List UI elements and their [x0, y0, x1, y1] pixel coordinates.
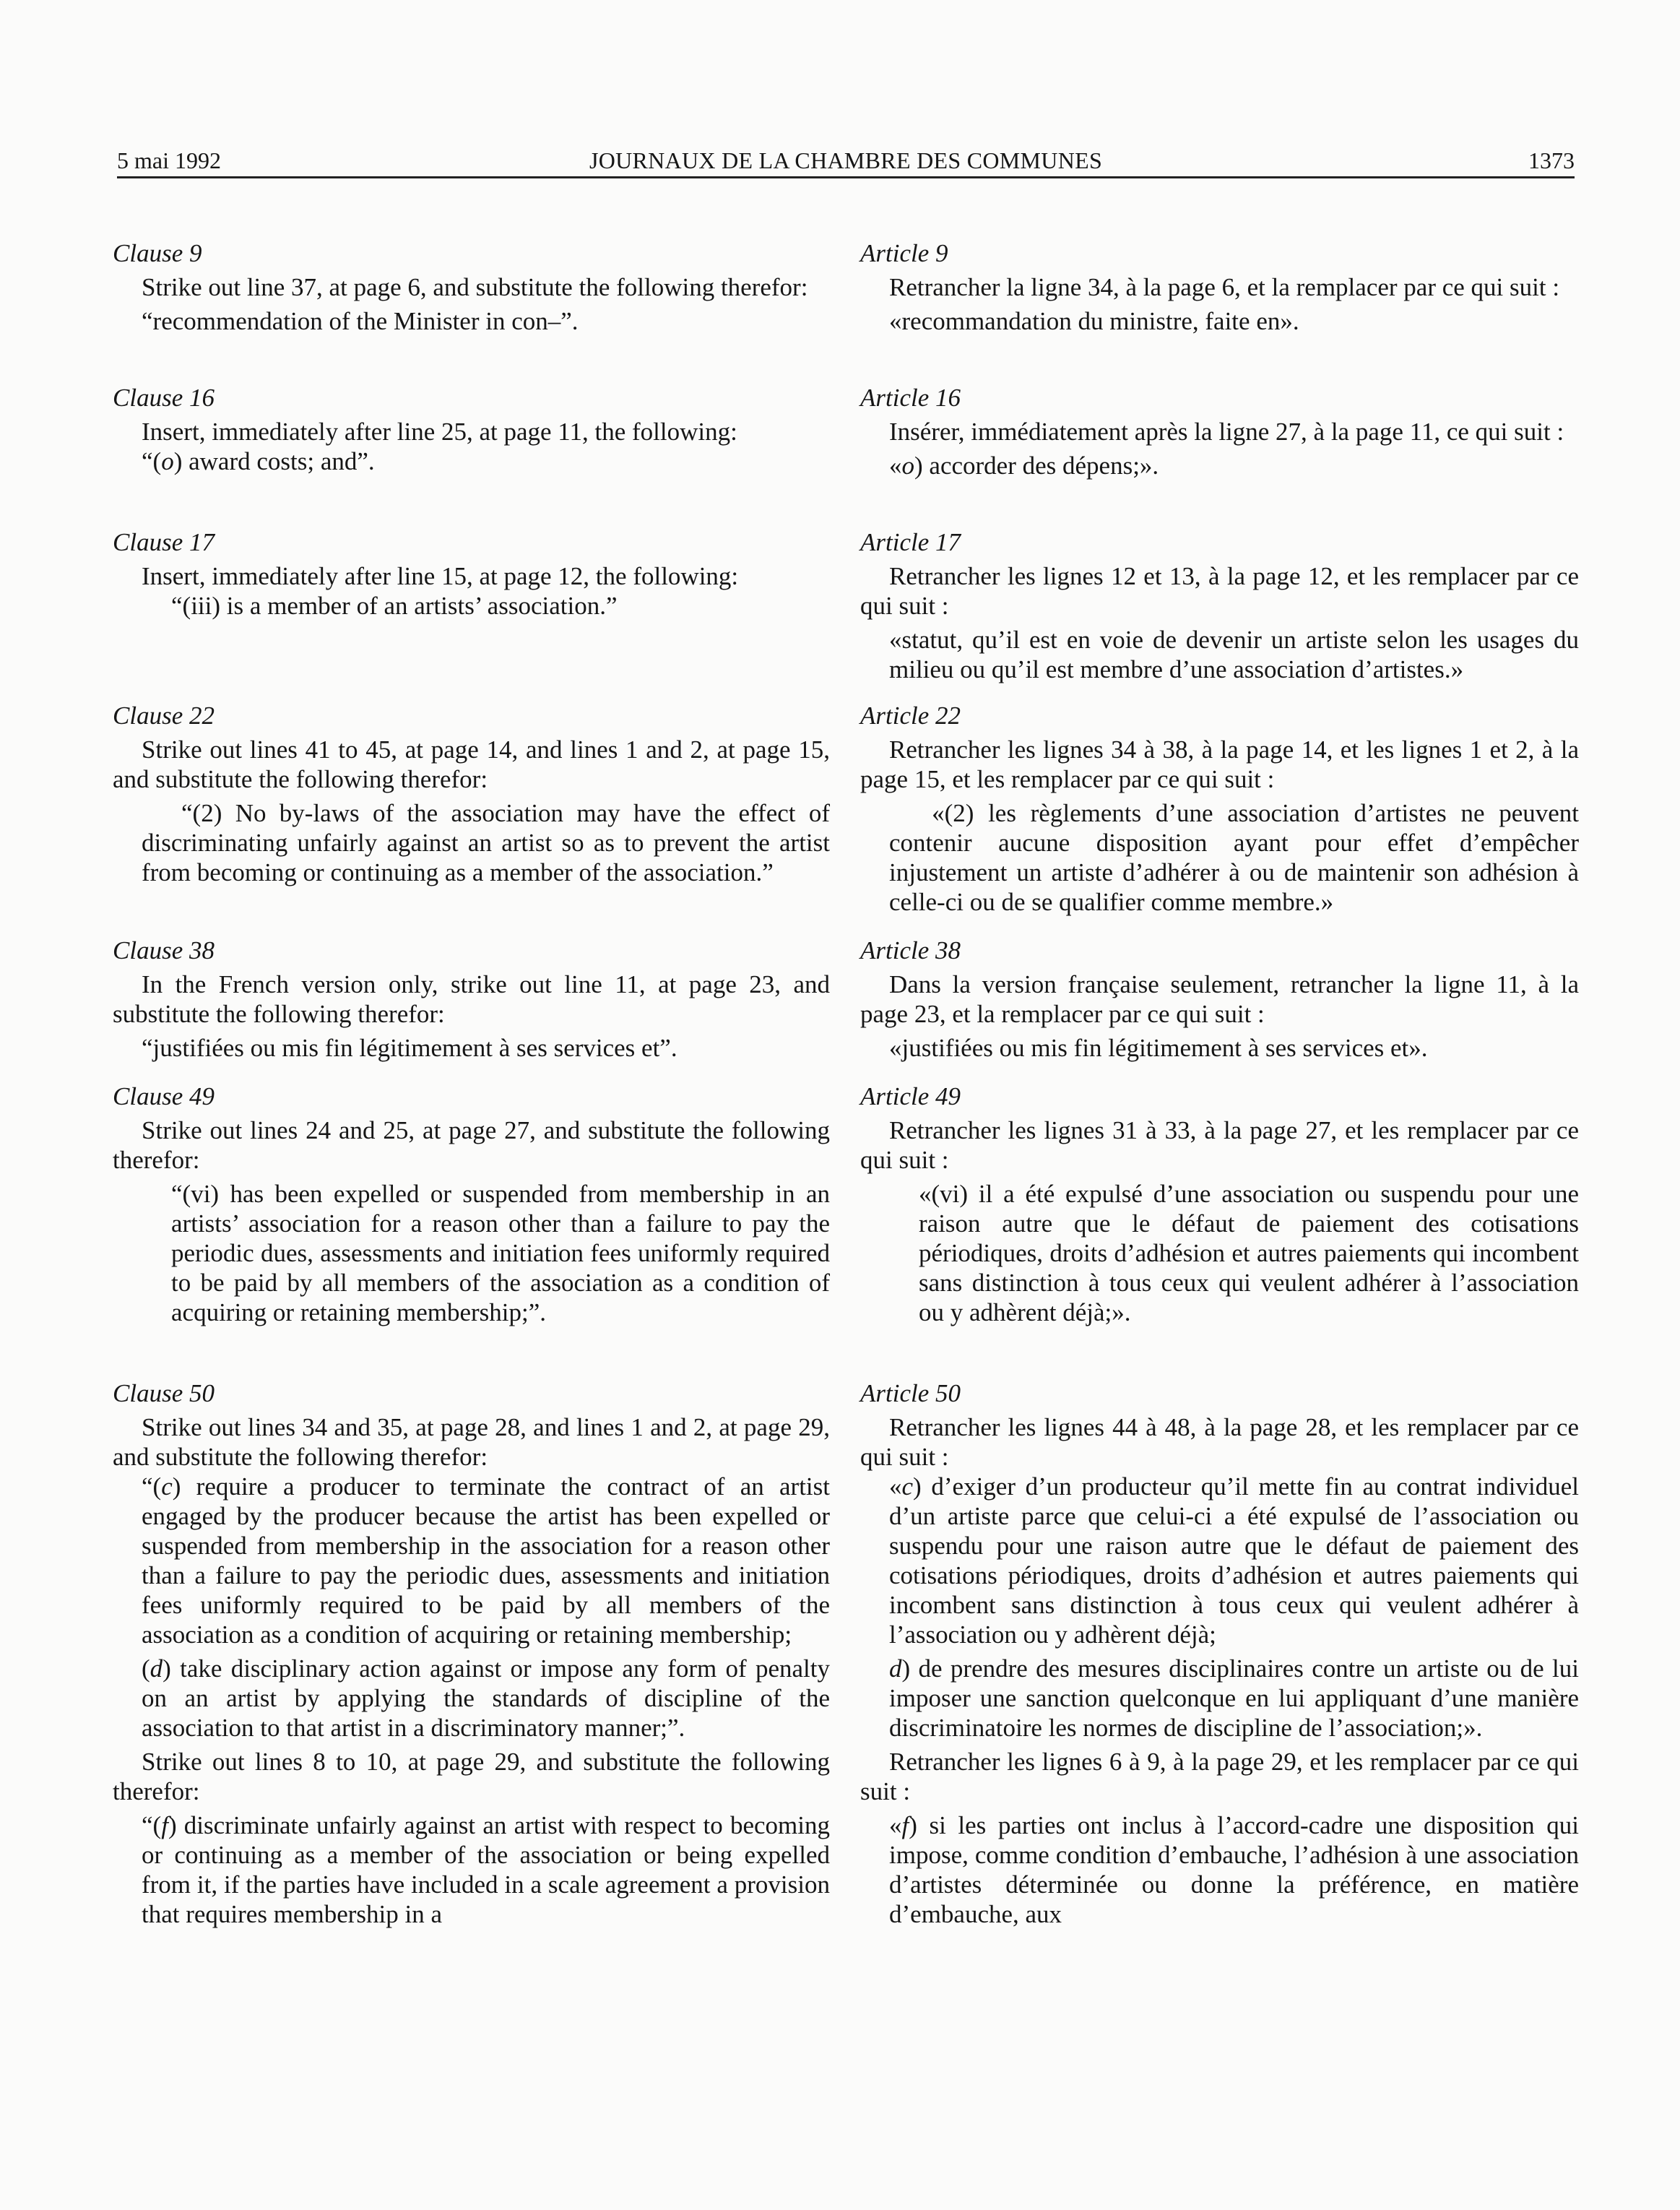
article-50-section	[860, 1378, 1579, 1929]
header-journal-title: JOURNAUX DE LA CHAMBRE DES COMMUNES	[589, 147, 1103, 173]
section-heading: Clause 22	[113, 702, 215, 730]
amendment-text: «(vi) il a été expulsé d’une association ou suspendu pour une raison autre que le défaut de paiement des cotisations périodiques, droits d’adhésion et autres paiements qui incombent sans distinction à tous ceux qui veulent adhérer à l’association ou y adhèrent déjà;».	[919, 1180, 1579, 1326]
instruction-text: Retrancher les lignes 31 à 33, à la page 27, et les remplacer par ce qui suit :	[860, 1116, 1579, 1174]
amendment-text: «statut, qu’il est en voie de devenir un artiste selon les usages du milieu ou qu’il est membre d’une association d’artistes.»	[889, 626, 1579, 683]
clause-49-section	[113, 1082, 830, 1327]
amendment-text: “(vi) has been expelled or suspended from membership in an artists’ association for a reason other than a failure to pay the periodic dues, assessments and initiation fees uniformly required to be paid by all members of the association as a condition of acquiring or retaining membership;”.	[171, 1180, 830, 1326]
amendment-text: “recommendation of the Minister in con–”.	[142, 307, 579, 335]
instruction-text: Insert, immediately after line 15, at page 12, the following:	[142, 562, 739, 590]
article-38-section	[860, 936, 1579, 1063]
header-date: 5 mai 1992	[117, 147, 221, 173]
amendment-text: “(c) require a producer to terminate the contract of an artist engaged by the producer because the artist has been expelled or suspended from membership in the association for a reason other than a failure to pay the periodic dues, assessments and initiation fees uniformly required to be paid by all members of the association as a condition of acquiring or retaining membership;	[142, 1472, 830, 1649]
clause-38-section	[113, 936, 830, 1063]
header-page-number: 1373	[1528, 147, 1575, 173]
section-heading: Article 9	[860, 239, 948, 267]
amendment-text: “(f) discriminate unfairly against an artist with respect to becoming or continuing as a member of the association or being expelled from it, if the parties have included in a scale agreement a provision that requires membership in a	[142, 1811, 830, 1928]
article-16-section	[860, 383, 1579, 480]
section-heading: Clause 9	[113, 239, 202, 267]
instruction-text: Strike out lines 8 to 10, at page 29, and substitute the following therefor:	[113, 1748, 830, 1805]
clause-50-section	[113, 1378, 830, 1929]
section-heading: Article 16	[860, 384, 961, 412]
amendment-text: “(2) No by-laws of the association may have the effect of discriminating unfairly against an artist so as to prevent the artist from becoming or continuing as a member of the association.”	[142, 799, 830, 886]
amendment-text: «f) si les parties ont inclus à l’accord-cadre une disposition qui impose, comme condition d’embauche, l’adhésion à une association d’artistes déterminée ou donne la préférence, en matière d’embauche, aux	[889, 1811, 1579, 1928]
amendment-text: “(iii) is a member of an artists’ association.”	[171, 592, 618, 620]
section-heading: Clause 38	[113, 936, 215, 964]
instruction-text: Insérer, immédiatement après la ligne 27, à la page 11, ce qui suit :	[889, 418, 1564, 446]
section-heading: Article 50	[860, 1379, 961, 1407]
section-heading: Clause 50	[113, 1379, 215, 1407]
page-header	[117, 144, 1575, 178]
instruction-text: Retrancher les lignes 12 et 13, à la page 12, et les remplacer par ce qui suit :	[860, 562, 1579, 620]
instruction-text: Insert, immediately after line 25, at page 11, the following:	[142, 418, 737, 446]
amendment-text: «justifiées ou mis fin légitimement à ses services et».	[889, 1034, 1428, 1062]
clause-9-section	[113, 238, 830, 336]
section-heading: Clause 17	[113, 528, 215, 556]
clause-17-section	[113, 527, 830, 621]
section-heading: Article 17	[860, 528, 961, 556]
article-22-section	[860, 701, 1579, 917]
instruction-text: Retrancher les lignes 34 à 38, à la page 14, et les lignes 1 et 2, à la page 15, et les remplacer par ce qui suit :	[860, 735, 1579, 793]
amendment-text: (d) take disciplinary action against or impose any form of penalty on an artist by applying the standards of discipline of the association to that artist in a discriminatory manner;”.	[142, 1654, 830, 1742]
section-heading: Clause 16	[113, 384, 215, 412]
instruction-text: Retrancher la ligne 34, à la page 6, et la remplacer par ce qui suit :	[889, 273, 1560, 301]
instruction-text: Dans la version française seulement, retrancher la ligne 11, à la page 23, et la remplacer par ce qui suit :	[860, 970, 1579, 1028]
section-heading: Clause 49	[113, 1082, 215, 1110]
article-49-section	[860, 1082, 1579, 1327]
amendment-text: d) de prendre des mesures disciplinaires contre un artiste ou de lui imposer une sanction quelconque en lui appliquant d’une manière discriminatoire les normes de discipline de l’association;».	[889, 1654, 1579, 1742]
section-heading: Article 38	[860, 936, 961, 964]
amendment-text: “justifiées ou mis fin légitimement à ses services et”.	[142, 1034, 677, 1062]
article-9-section	[860, 238, 1579, 336]
amendment-text: «(2) les règlements d’une association d’artistes ne peuvent contenir aucune disposition ayant pour effet d’empêcher injustement un artiste d’adhérer à ou de maintenir son adhésion à celle-ci ou de se qualifier comme membre.»	[889, 799, 1579, 916]
amendment-text: «c) d’exiger d’un producteur qu’il mette fin au contrat individuel d’un artiste parce que celui-ci a été expulsé de l’association ou suspendu pour une raison autre que le défaut de paiement des cotisations périodiques, droits d’adhésion et autres paiements qui incombent sans distinction à tous ceux qui veulent adhérer à l’association ou y adhèrent déjà;	[889, 1472, 1579, 1649]
amendment-text: “(o) award costs; and”.	[142, 447, 375, 475]
instruction-text: Retrancher les lignes 44 à 48, à la page 28, et les remplacer par ce qui suit :	[860, 1413, 1579, 1471]
amendment-text: «o) accorder des dépens;».	[889, 452, 1159, 480]
instruction-text: Retrancher les lignes 6 à 9, à la page 29, et les remplacer par ce qui suit :	[860, 1748, 1579, 1805]
clause-22-section	[113, 701, 830, 887]
instruction-text: Strike out line 37, at page 6, and substitute the following therefor:	[142, 273, 808, 301]
instruction-text: In the French version only, strike out line 11, at page 23, and substitute the following therefor:	[113, 970, 830, 1028]
instruction-text: Strike out lines 24 and 25, at page 27, and substitute the following therefor:	[113, 1116, 830, 1174]
section-heading: Article 49	[860, 1082, 961, 1110]
article-17-section	[860, 527, 1579, 684]
instruction-text: Strike out lines 41 to 45, at page 14, and lines 1 and 2, at page 15, and substitute the following therefor:	[113, 735, 830, 793]
instruction-text: Strike out lines 34 and 35, at page 28, and lines 1 and 2, at page 29, and substitute the following therefor:	[113, 1413, 830, 1471]
section-heading: Article 22	[860, 702, 961, 730]
clause-16-section	[113, 383, 830, 476]
amendment-text: «recommandation du ministre, faite en».	[889, 307, 1299, 335]
